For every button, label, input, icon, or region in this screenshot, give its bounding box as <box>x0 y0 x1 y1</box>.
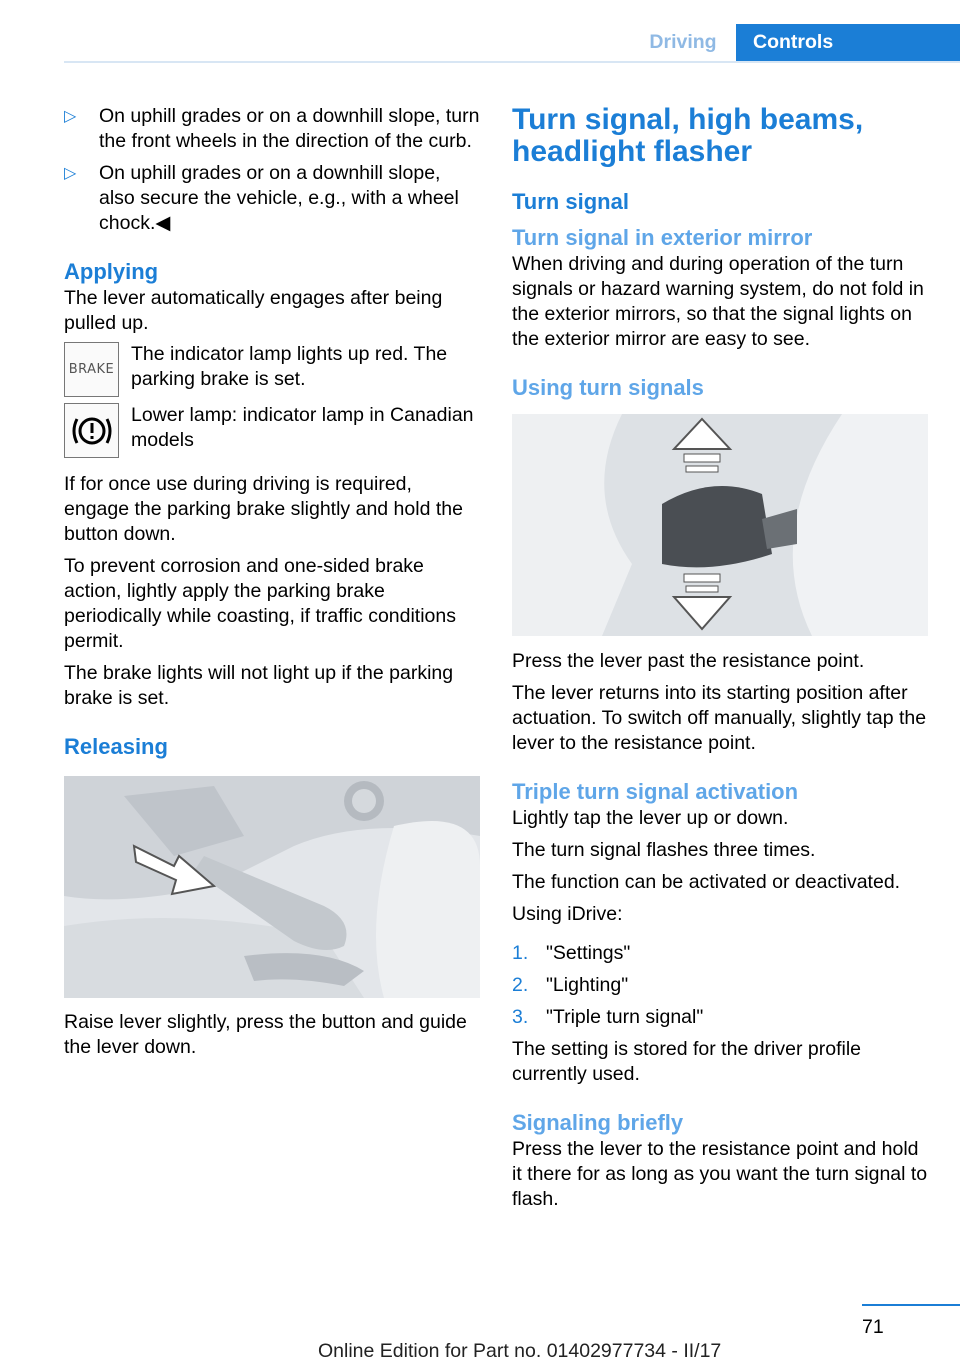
step-number: 2. <box>512 974 529 996</box>
bullet-item <box>64 161 480 236</box>
step-list-item <box>512 1005 930 1030</box>
header-section-controls[interactable]: Controls <box>736 24 960 61</box>
turn-signal-lever-illustration <box>512 414 928 636</box>
using-text-2: The lever returns into its starting position after actuation. To switch off manually, slightly tap the lever to the resistance point. <box>512 682 927 754</box>
using-heading: Using turn signals <box>512 375 704 400</box>
using-text-1: Press the lever past the resistance point. <box>512 650 865 672</box>
triple-text-1: Lightly tap the lever up or down. <box>512 807 789 829</box>
lamp-canadian-row <box>64 403 480 458</box>
triple-heading: Triple turn signal activation <box>512 779 799 804</box>
step-text: "Lighting" <box>546 974 629 996</box>
bullet-text: On uphill grades or on a downhill slope, turn the front wheels in the direction of the curb. <box>99 105 480 152</box>
releasing-heading: Releasing <box>64 734 168 759</box>
footer-rule <box>862 1304 960 1306</box>
triple-text-2: The turn signal flashes three times. <box>512 839 816 861</box>
bullet-triangle-icon: ▷ <box>64 165 77 182</box>
bullet-triangle-icon: ▷ <box>64 108 77 125</box>
step-list-item <box>512 941 930 966</box>
step-text: "Triple turn signal" <box>546 1006 704 1028</box>
parking-brake-circle-icon <box>64 403 119 458</box>
step-number: 1. <box>512 942 529 964</box>
step-text: "Settings" <box>546 942 631 964</box>
paragraph: The brake lights will not light up if the parking brake is set. <box>64 662 454 709</box>
section-title: Turn signal, high beams, headlight flasher <box>512 103 864 168</box>
bullet-text: On uphill grades or on a downhill slope, also secure the vehicle, e.g., with a wheel chock.◀ <box>99 162 459 234</box>
bullet-item <box>64 104 480 154</box>
header-rule <box>64 61 960 63</box>
triple-text-3: The function can be activated or deactivated. <box>512 871 901 893</box>
applying-heading: Applying <box>64 259 159 284</box>
footer-edition: Online Edition for Part no. 01402977734 - II/17 <box>318 1340 722 1362</box>
paragraph: To prevent corrosion and one-sided brake action, lightly apply the parking brake periodically while coasting, if traffic conditions permit. <box>64 555 456 652</box>
stored-text: The setting is stored for the driver profile currently used. <box>512 1038 861 1085</box>
mirror-heading: Turn signal in exterior mirror <box>512 225 813 250</box>
brake-lamp-label: BRAKE <box>68 362 115 377</box>
turn-signal-heading: Turn signal <box>512 189 629 214</box>
left-column <box>64 104 480 1067</box>
paragraph: If for once use during driving is required, engage the parking brake slightly and hold the button down. <box>64 473 463 545</box>
step-list-item <box>512 973 930 998</box>
releasing-caption: Raise lever slightly, press the button and guide the lever down. <box>64 1011 467 1058</box>
applying-text: The lever automatically engages after being pulled up. <box>64 287 443 334</box>
triple-text-4: Using iDrive: <box>512 903 623 925</box>
page-number: 71 <box>862 1316 884 1338</box>
brake-lamp-icon <box>64 342 119 397</box>
header-section-driving[interactable]: Driving <box>649 31 717 53</box>
lamp1-text: The indicator lamp lights up red. The parking brake is set. <box>131 343 448 390</box>
briefly-heading: Signaling briefly <box>512 1110 684 1135</box>
right-column <box>512 104 930 1219</box>
lamp-brake-row <box>64 342 480 397</box>
step-number: 3. <box>512 1006 529 1028</box>
lamp2-text: Lower lamp: indicator lamp in Canadian models <box>131 404 474 451</box>
mirror-text: When driving and during operation of the turn signals or hazard warning system, do not fold in the exterior mirrors, so that the signal lights on the exterior mirror are easy to see. <box>512 253 924 350</box>
parking-brake-lever-illustration <box>64 776 480 998</box>
briefly-text: Press the lever to the resistance point and hold it there for as long as you want the turn signal to flash. <box>512 1138 928 1210</box>
